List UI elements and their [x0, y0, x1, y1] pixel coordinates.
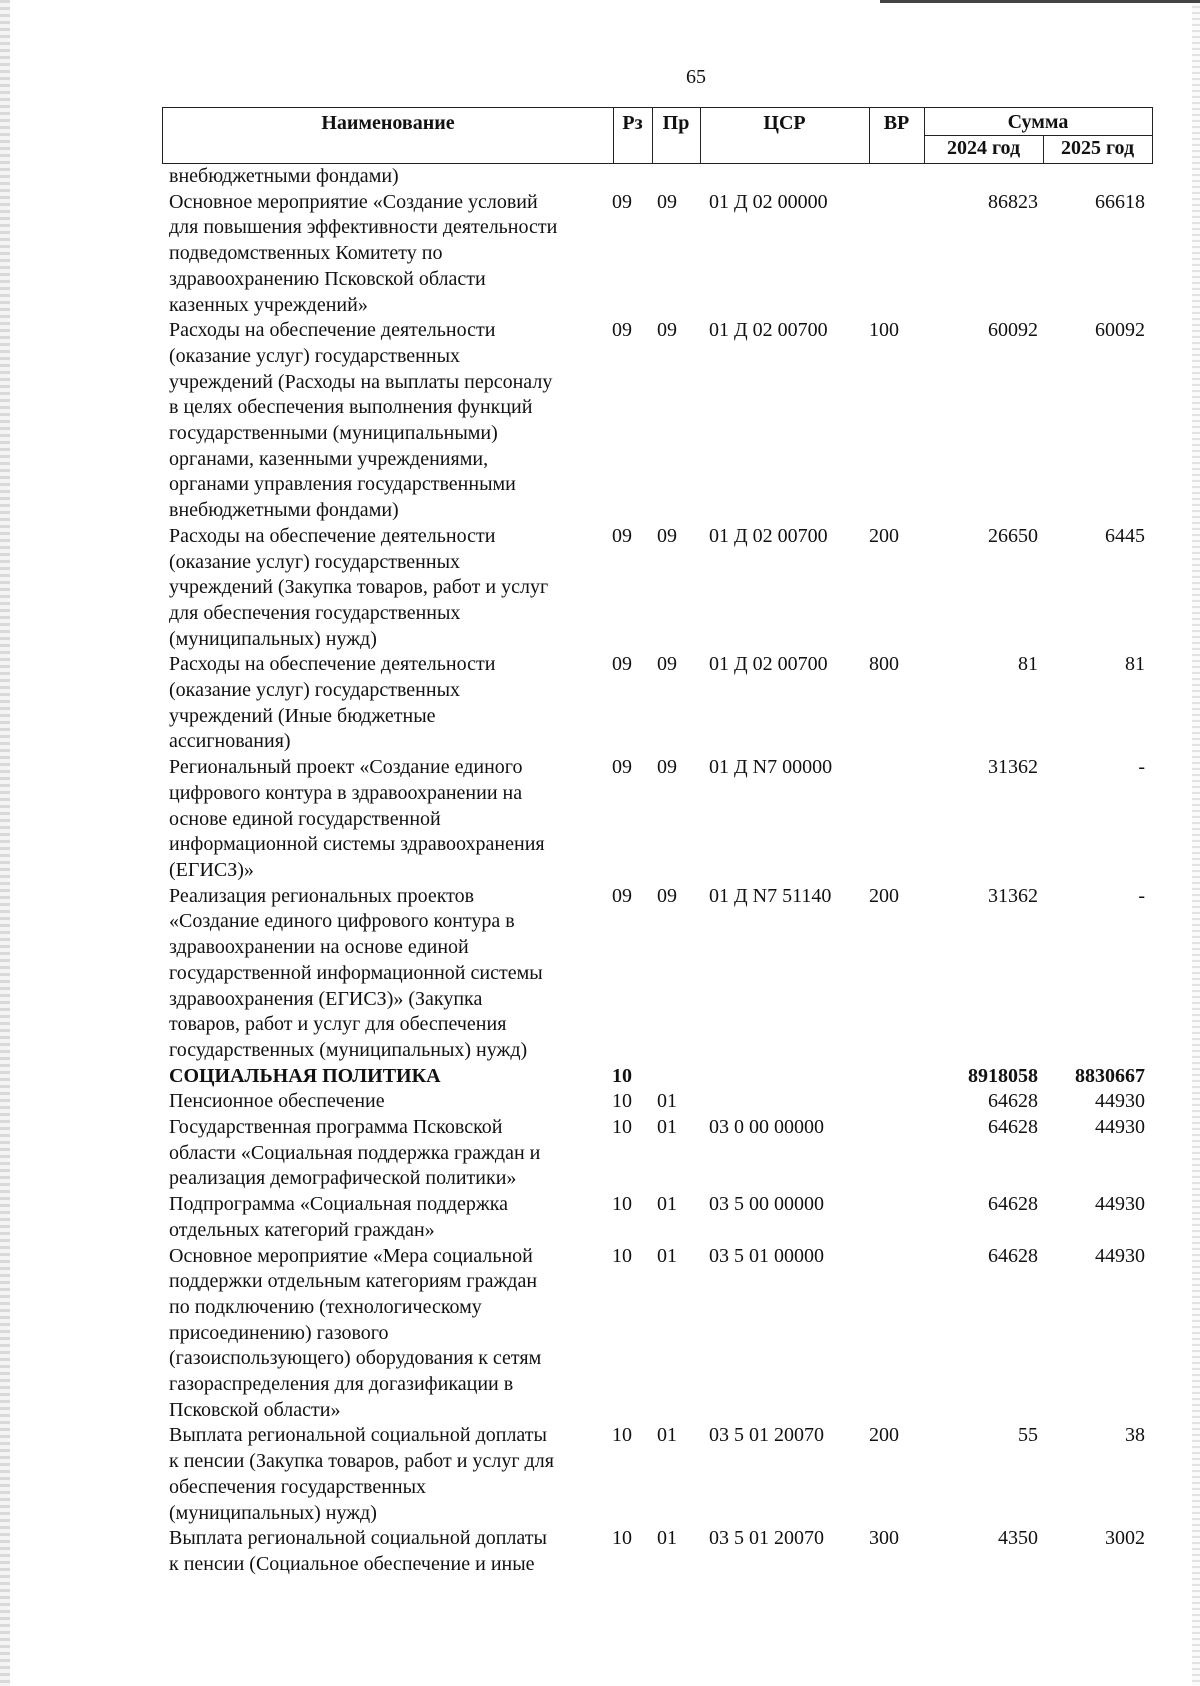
- header-vr: ВР: [883, 112, 910, 134]
- row-sum-2025: 38: [1125, 1424, 1145, 1447]
- row-name-line: государственных (муниципальных) нужд): [169, 1038, 528, 1061]
- row-vr: 300: [869, 1527, 899, 1550]
- table-row: [169, 1244, 1145, 1424]
- row-name: [169, 884, 609, 1064]
- row-name-line: государственными (муниципальными): [169, 422, 498, 445]
- top-border-line: [880, 0, 1200, 3]
- header-sum: Сумма: [1007, 111, 1069, 133]
- row-name-line: казенных учреждений»: [169, 293, 368, 316]
- row-pr: 09: [657, 524, 677, 547]
- row-name-line: (ЕГИСЗ)»: [169, 858, 254, 881]
- row-name-line: органами управления государственными: [169, 473, 516, 496]
- row-name: [169, 524, 609, 653]
- header-csr: ЦСР: [763, 112, 806, 134]
- row-name-line: товаров, работ и услуг для обеспечения: [169, 1013, 507, 1036]
- row-pr: 09: [657, 190, 677, 213]
- row-name-line: информационной системы здравоохранения: [169, 833, 545, 856]
- row-rz: 10: [612, 1244, 632, 1267]
- row-rz: 09: [612, 319, 632, 342]
- row-name-line: Выплата региональной социальной доплаты: [169, 1424, 547, 1447]
- row-sum-2024: 60092: [988, 319, 1038, 342]
- row-name-line: (оказание услуг) государственных: [169, 550, 461, 573]
- row-vr: 200: [869, 1424, 899, 1447]
- row-name-line: (муниципальных) нужд): [169, 1501, 377, 1524]
- row-name: [169, 164, 609, 190]
- table-row: [169, 318, 1145, 524]
- row-pr: 01: [657, 1116, 677, 1139]
- row-name: [169, 652, 609, 755]
- row-rz: 10: [612, 1064, 632, 1087]
- row-pr: 09: [657, 319, 677, 342]
- row-name-line: внебюджетными фондами): [169, 165, 399, 187]
- row-sum-2025: 44930: [1095, 1244, 1145, 1267]
- row-name: [169, 1089, 609, 1115]
- row-rz: 10: [612, 1116, 632, 1139]
- row-sum-2025: 6445: [1105, 524, 1145, 547]
- table-body: [169, 164, 1145, 1578]
- header-rz: Рз: [622, 112, 643, 134]
- row-csr: 01 Д 02 00700: [709, 653, 828, 676]
- row-name: [169, 318, 609, 524]
- row-name: [169, 1064, 609, 1090]
- row-sum-2024: 8918058: [968, 1064, 1038, 1087]
- row-sum-2025: -: [1138, 884, 1145, 907]
- row-name-line: отдельных категорий граждан»: [169, 1218, 435, 1241]
- row-name-line: обеспечения государственных: [169, 1475, 427, 1498]
- row-name-line: СОЦИАЛЬНАЯ ПОЛИТИКА: [169, 1064, 441, 1087]
- row-csr: 01 Д 02 00700: [709, 319, 828, 342]
- row-name-line: (муниципальных) нужд): [169, 627, 377, 650]
- scan-edge-right: [1192, 0, 1200, 1686]
- row-sum-2024: 31362: [988, 756, 1038, 779]
- row-name-line: Пенсионное обеспечение: [169, 1090, 385, 1113]
- row-name-line: поддержки отдельным категориям граждан: [169, 1270, 538, 1293]
- row-name-line: ассигнования): [169, 730, 291, 753]
- row-sum-2024: 86823: [988, 190, 1038, 213]
- row-name-line: здравоохранению Псковской области: [169, 267, 486, 290]
- row-sum-2024: 81: [1018, 653, 1038, 676]
- table-row: [169, 1115, 1145, 1192]
- row-pr: 01: [657, 1244, 677, 1267]
- row-name-line: Расходы на обеспечение деятельности: [169, 524, 496, 547]
- row-sum-2025: 81: [1125, 653, 1145, 676]
- row-sum-2024: 31362: [988, 884, 1038, 907]
- table-row: [169, 652, 1145, 755]
- row-name-line: (оказание услуг) государственных: [169, 344, 461, 367]
- row-name-line: (газоиспользующего) оборудования к сетям: [169, 1347, 542, 1370]
- row-vr: 200: [869, 524, 899, 547]
- row-rz: 09: [612, 653, 632, 676]
- row-csr: 03 0 00 00000: [709, 1116, 824, 1139]
- row-sum-2025: 8830667: [1075, 1064, 1145, 1087]
- row-name-line: Основное мероприятие «Создание условий: [169, 190, 538, 213]
- row-csr: 01 Д N7 00000: [709, 756, 833, 779]
- row-sum-2025: 44930: [1095, 1116, 1145, 1139]
- row-name: [169, 1115, 609, 1192]
- row-sum-2024: 64628: [988, 1244, 1038, 1267]
- row-name-line: реализация демографической политики»: [169, 1167, 517, 1190]
- row-sum-2025: 44930: [1095, 1193, 1145, 1216]
- row-name: [169, 1423, 609, 1526]
- row-sum-2024: 64628: [988, 1090, 1038, 1113]
- row-rz: 10: [612, 1090, 632, 1113]
- row-rz: 09: [612, 884, 632, 907]
- row-vr: 200: [869, 884, 899, 907]
- table-row: [169, 164, 1145, 190]
- row-name-line: «Создание единого цифрового контура в: [169, 910, 515, 933]
- row-name: [169, 1526, 609, 1577]
- row-sum-2024: 64628: [988, 1193, 1038, 1216]
- row-pr: 01: [657, 1527, 677, 1550]
- row-name-line: государственной информационной системы: [169, 961, 543, 984]
- row-csr: 03 5 01 00000: [709, 1244, 824, 1267]
- row-name-line: здравоохранения (ЕГИСЗ)» (Закупка: [169, 987, 483, 1010]
- row-csr: 01 Д N7 51140: [709, 884, 832, 907]
- row-name-line: Государственная программа Псковской: [169, 1116, 503, 1139]
- row-name-line: присоединению) газового: [169, 1321, 389, 1344]
- row-name-line: подведомственных Комитету по: [169, 242, 443, 265]
- row-name-line: в целях обеспечения выполнения функций: [169, 396, 533, 419]
- row-name-line: здравоохранении на основе единой: [169, 936, 469, 959]
- table-row: [169, 1064, 1145, 1090]
- row-sum-2025: 44930: [1095, 1090, 1145, 1113]
- row-pr: 01: [657, 1424, 677, 1447]
- row-name-line: газораспределения для догазификации в: [169, 1373, 514, 1396]
- row-name-line: органами, казенными учреждениями,: [169, 447, 489, 470]
- table-row: [169, 1526, 1145, 1577]
- row-sum-2025: 66618: [1095, 190, 1145, 213]
- row-name-line: области «Социальная поддержка граждан и: [169, 1141, 541, 1164]
- row-pr: 01: [657, 1193, 677, 1216]
- row-name: [169, 190, 609, 319]
- header-name: Наименование: [321, 112, 455, 134]
- row-name-line: для обеспечения государственных: [169, 601, 461, 624]
- row-pr: 01: [657, 1090, 677, 1113]
- table-row: [169, 884, 1145, 1064]
- row-name-line: Подпрограмма «Социальная поддержка: [169, 1193, 509, 1216]
- row-name-line: основе единой государственной: [169, 807, 441, 830]
- table-row: [169, 755, 1145, 884]
- row-name-line: Реализация региональных проектов: [169, 884, 475, 907]
- header-divider: [924, 135, 1152, 136]
- row-csr: 03 5 01 20070: [709, 1424, 824, 1447]
- row-vr: 100: [869, 319, 899, 342]
- row-name-line: Расходы на обеспечение деятельности: [169, 319, 496, 342]
- row-sum-2025: -: [1138, 756, 1145, 779]
- row-name-line: учреждений (Закупка товаров, работ и услуг: [169, 576, 549, 599]
- table-header: [162, 107, 1153, 164]
- row-sum-2024: 55: [1018, 1424, 1038, 1447]
- row-name-line: к пенсии (Социальное обеспечение и иные: [169, 1552, 535, 1575]
- row-sum-2024: 64628: [988, 1116, 1038, 1139]
- row-name-line: Псковской области»: [169, 1398, 341, 1421]
- row-sum-2024: 26650: [988, 524, 1038, 547]
- row-name-line: внебюджетными фондами): [169, 499, 399, 522]
- row-rz: 10: [612, 1193, 632, 1216]
- row-vr: 800: [869, 653, 899, 676]
- row-name-line: Основное мероприятие «Мера социальной: [169, 1244, 533, 1267]
- row-rz: 09: [612, 524, 632, 547]
- row-name: [169, 1192, 609, 1243]
- table-row: [169, 190, 1145, 319]
- scan-edge-left: [0, 0, 10, 1686]
- row-name-line: к пенсии (Закупка товаров, работ и услуг для: [169, 1450, 554, 1473]
- row-sum-2024: 4350: [998, 1527, 1038, 1550]
- row-rz: 09: [612, 756, 632, 779]
- row-pr: 09: [657, 884, 677, 907]
- row-name: [169, 755, 609, 884]
- row-sum-2025: 3002: [1105, 1527, 1145, 1550]
- row-sum-2025: 60092: [1095, 319, 1145, 342]
- header-year-2024: 2024 год: [946, 137, 1021, 159]
- row-name-line: для повышения эффективности деятельности: [169, 216, 558, 239]
- row-name: [169, 1244, 609, 1424]
- page-number: 65: [686, 66, 706, 88]
- row-pr: 09: [657, 653, 677, 676]
- header-pr: Пр: [662, 112, 690, 134]
- row-name-line: Региональный проект «Создание единого: [169, 756, 523, 779]
- row-name-line: Выплата региональной социальной доплаты: [169, 1527, 547, 1550]
- table-row: [169, 1423, 1145, 1526]
- row-name-line: учреждений (Расходы на выплаты персоналу: [169, 370, 553, 393]
- row-csr: 01 Д 02 00000: [709, 190, 828, 213]
- row-name-line: Расходы на обеспечение деятельности: [169, 653, 496, 676]
- row-rz: 10: [612, 1424, 632, 1447]
- row-rz: 10: [612, 1527, 632, 1550]
- row-csr: 01 Д 02 00700: [709, 524, 828, 547]
- row-csr: 03 5 01 20070: [709, 1527, 824, 1550]
- row-csr: 03 5 00 00000: [709, 1193, 824, 1216]
- header-year-2025: 2025 год: [1060, 137, 1135, 159]
- row-name-line: цифрового контура в здравоохранении на: [169, 781, 523, 804]
- table-row: [169, 524, 1145, 653]
- row-name-line: (оказание услуг) государственных: [169, 679, 461, 702]
- table-row: [169, 1192, 1145, 1243]
- table-row: [169, 1089, 1145, 1115]
- row-name-line: по подключению (технологическому: [169, 1295, 482, 1318]
- row-rz: 09: [612, 190, 632, 213]
- row-name-line: учреждений (Иные бюджетные: [169, 704, 436, 727]
- row-pr: 09: [657, 756, 677, 779]
